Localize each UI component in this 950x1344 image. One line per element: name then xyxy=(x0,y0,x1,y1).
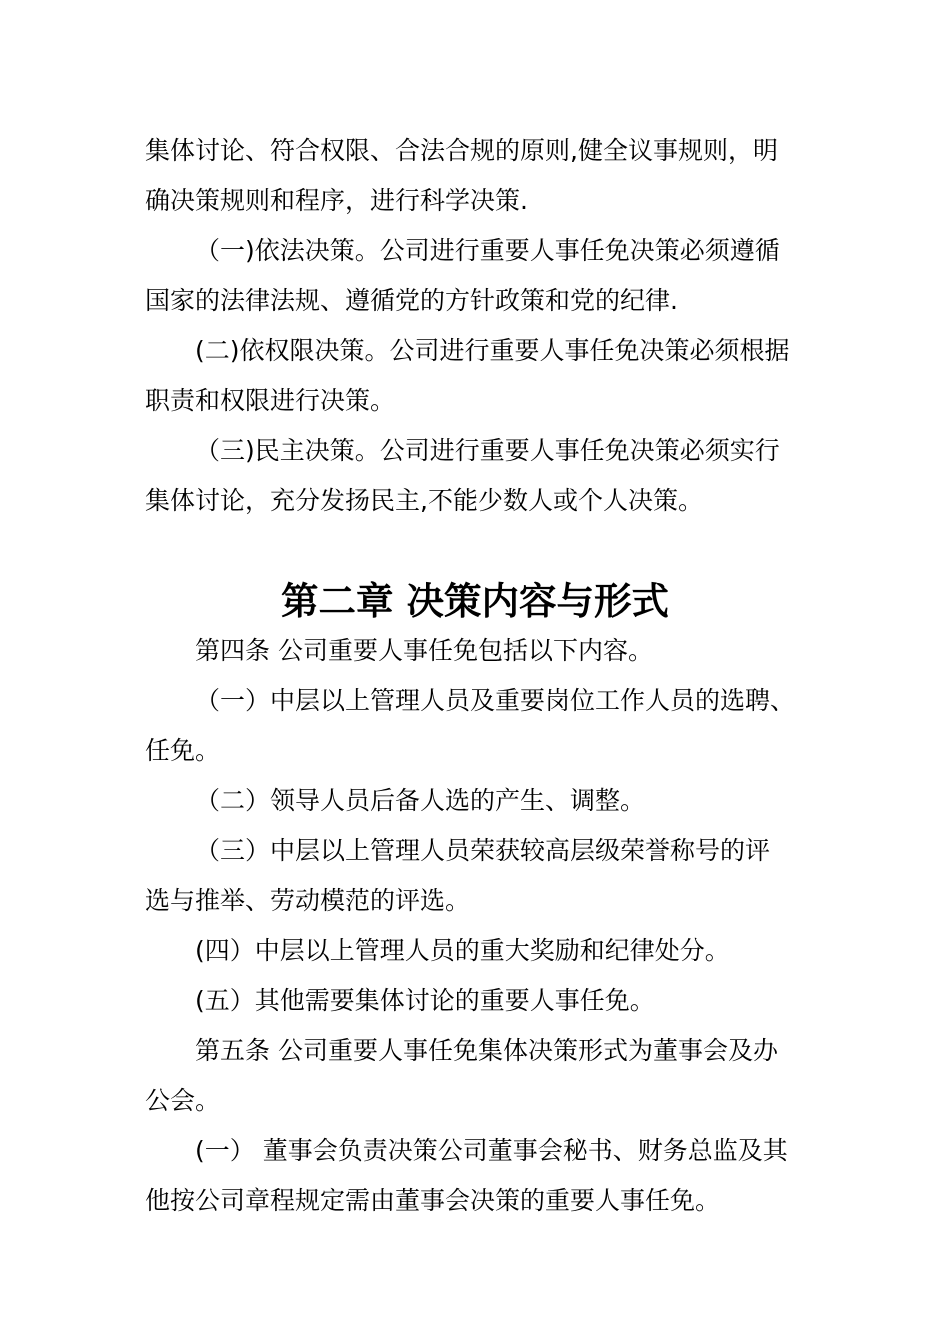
principle-1-line-1: （一)依法决策。公司进行重要人事任免决策必须遵循 xyxy=(195,236,780,265)
principle-3-line-2: 集体讨论，充分发扬民主,不能少数人或个人决策。 xyxy=(145,486,703,515)
article-5-item-1-line-2: 他按公司章程规定需由董事会决策的重要人事任免。 xyxy=(145,1186,721,1215)
article-5-line-1: 第五条 公司重要人事任免集体决策形式为董事会及办 xyxy=(195,1036,778,1065)
chapter-heading: 第二章 决策内容与形式 xyxy=(280,579,670,623)
article-4-item-3-line-2: 选与推举、劳动模范的评选。 xyxy=(145,886,471,915)
principle-1-line-2: 国家的法律法规、遵循党的方针政策和党的纪律. xyxy=(145,286,678,315)
article-4-line-1: 第四条 公司重要人事任免包括以下内容。 xyxy=(195,636,653,665)
article-4-item-3-line-1: （三）中层以上管理人员荣获较高层级荣誉称号的评 xyxy=(195,836,771,865)
principle-2-line-2: 职责和权限进行决策。 xyxy=(145,386,396,415)
article-4-item-1-line-2: 任免。 xyxy=(145,736,221,765)
article-5-line-2: 公会。 xyxy=(145,1086,221,1115)
article-4-item-5: (五）其他需要集体讨论的重要人事任免。 xyxy=(195,986,655,1015)
article-4-item-4: (四）中层以上管理人员的重大奖励和纪律处分。 xyxy=(195,936,730,965)
article-5-item-1-line-1: (一） 董事会负责决策公司董事会秘书、财务总监及其 xyxy=(195,1136,788,1165)
intro-line-2: 确决策规则和程序，进行科学决策. xyxy=(145,186,528,215)
article-4-item-2: （二）领导人员后备人选的产生、调整。 xyxy=(195,786,646,815)
principle-2-line-1: (二)依权限决策。公司进行重要人事任免决策必须根据 xyxy=(195,336,790,365)
article-4-item-1-line-1: （一）中层以上管理人员及重要岗位工作人员的选聘、 xyxy=(195,686,796,715)
principle-3-line-1: （三)民主决策。公司进行重要人事任免决策必须实行 xyxy=(195,436,780,465)
intro-line-1: 集体讨论、符合权限、合法合规的原则,健全议事规则，明 xyxy=(145,136,778,165)
